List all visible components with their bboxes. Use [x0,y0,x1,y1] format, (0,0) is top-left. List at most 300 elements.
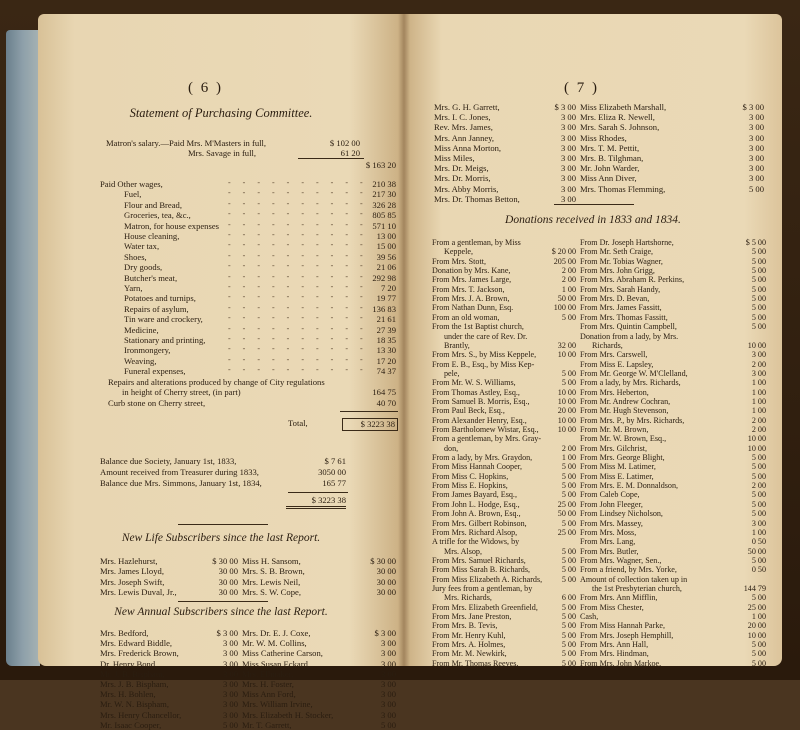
donation-name: From Mr. Tobias Wagner, [580,256,663,266]
annual-subscriber-name: Dr. Henry Bond, [100,658,158,669]
annual-subscriber-name: Mrs. Dr. Morris, [434,173,491,184]
donation-amount: 10 00 [747,443,766,453]
donation-amount: 0 50 [751,565,766,575]
donation-amount: 5 00 [751,294,766,304]
expense-label: Shoes, [124,251,147,262]
annual-subscriber-name: Mrs. Bedford, [100,628,149,638]
donation-amount: 0 50 [751,537,766,547]
leader-dots: - - - - - - - - - - [228,219,368,229]
leader-dots: - - - - - - - - - - [228,365,368,375]
donation-name: From Miss C. Hopkins, [432,471,509,481]
donation-amount: 2 00 [751,425,766,434]
donation-name: Donation by Mrs. Kane, [432,266,511,276]
annual-subscriber-amount: 5 00 [380,719,396,730]
donation-name: From Paul Beck, Esq., [432,406,505,416]
book-cover-edge [6,30,40,666]
annual-subscriber-amount: 3 00 [222,638,238,649]
annual-subscriber-name: Mrs. Dr. Meigs, [434,163,489,174]
donation-amount: 10 00 [557,387,576,397]
life-subscriber-amount: 30 00 [376,587,396,598]
expense-amount: 7 20 [380,283,396,293]
annual-subscriber-amount: 3 00 [748,122,764,133]
donation-amount: 5 00 [561,574,576,584]
leader-dots: - - - - - - - - - - [228,261,368,271]
leader-dots: - - - - - - - - - - [228,240,368,250]
donation-amount: 10 00 [557,415,576,425]
expense-amount: 27 39 [376,324,396,335]
donation-amount: 10 00 [557,350,576,360]
donation-amount: 5 00 [751,658,766,668]
donation-amount: 3 00 [751,368,766,378]
expense-label: Tin ware and crockery, [124,314,203,325]
matron-amount-1: $ 102 00 [329,138,360,148]
annual-subscriber-name: Mrs. Sarah S. Johnson, [580,122,660,133]
life-subscriber-name: Mrs. Hazlehurst, [100,556,158,566]
donation-amount: 1 00 [561,453,576,463]
donation-name: From Mr. Seth Craige, [580,247,654,257]
donation-name: From Mrs. Abraham R. Perkins, [580,275,685,285]
leader-dots: - - - - - - - - - - [228,334,368,343]
annual-subscriber-name: Miss Catherine Carson, [242,648,323,659]
donation-amount: 5 00 [751,275,766,285]
page-number-left: ( 6 ) [188,80,223,96]
donation-amount: 5 00 [751,555,766,565]
donation-amount: 5 00 [561,518,576,528]
donation-name: don, [444,443,459,453]
balance-label: Balance due Society, January 1st, 1833, [100,456,237,466]
donation-amount: 32 00 [557,340,576,350]
annual-subscriber-amount: 3 00 [222,689,238,700]
right-page [404,14,782,666]
expense-amount: 13 30 [376,345,396,356]
life-subscribers-title: New Life Subscribers since the last Report. [121,532,321,544]
balance-amount: 3050 00 [318,467,346,477]
donation-name: From Mrs. J. A. Brown, [432,294,510,304]
donation-amount: 20 00 [747,621,766,631]
donation-amount: 20 00 [557,406,576,416]
expense-label: Dry goods, [124,262,163,273]
annual-subscriber-name: Miss Rhodes, [580,132,627,143]
annual-subscriber-name: Mrs. Eliza R. Newell, [580,112,655,123]
annual-subscriber-amount: 3 00 [560,153,576,163]
donation-amount: 3 00 [751,350,766,360]
annual-subscriber-name: Mrs. H. Bohlen, [100,689,156,700]
repairs-amount: 164 75 [372,387,396,397]
donation-name: From a friend, by Mrs. Yorke, [580,565,677,575]
expense-amount: 17 20 [376,355,396,366]
annual-subscriber-name: Miss Elizabeth Marshall, [580,102,667,112]
annual-subscriber-amount: 5 00 [222,719,238,730]
annual-subscriber-name: Miss Ann Diver, [580,173,637,184]
section-divider-3 [554,204,634,205]
annual-subscriber-amount: 3 00 [748,112,764,123]
annual-subscriber-amount: 3 00 [560,173,576,184]
annual-subscriber-name: Mrs. B. Tilghman, [580,153,644,163]
annual-subscriber-name: Miss Anna Morton, [434,142,502,153]
donation-name: From Mr. Thomas Reeves, [432,658,519,668]
annual-subscriber-amount: $ 3 00 [374,628,396,638]
annual-subscriber-amount: 3 00 [748,153,764,163]
donation-amount: 205 00 [553,256,576,266]
donation-name: From Bartholomew Wistar, Esq., [432,425,539,434]
expense-label: Matron, for house expenses [124,220,219,231]
annual-subscriber-amount: $ 3 00 [216,628,238,638]
leader-dots: - - - - - - - - - - [228,188,368,198]
expense-label: Paid Other wages, [100,179,163,189]
expense-amount: 292 98 [372,272,396,283]
donation-amount: 5 00 [751,471,766,481]
donation-name: From Mrs. Sarah Handy, [580,284,661,294]
donation-name: From Mr. Hugh Stevenson, [580,406,669,416]
expense-label: Potatoes and turnips, [124,293,196,304]
expense-amount: 805 85 [372,210,396,221]
donation-amount: 10 00 [747,630,766,640]
annual-subscriber-name: Mrs. Henry Chancellor, [100,709,182,720]
donation-amount: 5 00 [561,640,576,650]
annual-subscriber-amount: 3 00 [380,658,396,669]
repairs-line-2: in height of Cherry street, (in part) [122,387,241,397]
matron-total: $ 163 20 [365,160,396,170]
donation-name: From Miss Hannah Cooper, [432,462,523,472]
annual-subscriber-amount: 3 00 [222,679,238,689]
donation-amount: 5 00 [561,368,576,378]
curb-label: Curb stone on Cherry street, [108,398,206,408]
donation-amount: 2 00 [561,443,576,453]
life-subscriber-amount: 30 00 [218,587,238,598]
donation-name: From Mrs. Richard Alsop, [432,527,518,537]
donation-name: From Miss Chester, [580,602,644,612]
donation-amount: 3 00 [751,518,766,528]
donation-amount: 10 00 [557,396,576,406]
life-subscriber-name: Mrs. Lewis Duval, Jr., [100,587,177,598]
leader-dots: - - - - - - - - - - [228,282,368,291]
donation-amount: 5 00 [561,490,576,500]
donation-amount: 2 00 [751,481,766,491]
life-subscriber-amount: 30 00 [376,566,396,577]
total-amount: $ 3223 38 [342,418,398,431]
expense-amount: 136 83 [372,303,396,314]
donation-name: Mrs. Richards, [444,593,492,603]
annual-subscriber-name: Mrs. T. M. Pettit, [580,142,640,153]
donation-amount: 5 00 [561,378,576,388]
annual-subscriber-name: Mr. W. M. Collins, [242,638,307,649]
donation-name: From Mrs. Ann Mifflin, [580,593,658,603]
donation-name: From Mrs. Thomas Fassitt, [580,312,668,322]
donation-name: From Mrs. T. Jackson, [432,284,505,294]
annual-subscriber-name: Mrs. Dr. E. J. Coxe, [242,628,311,638]
donation-amount: 5 00 [561,555,576,565]
annual-subscriber-name: Mrs. Ann Janney, [434,132,495,143]
donation-name: From the 1st Baptist church, [432,322,524,332]
leader-dots: - - - - - - - - - - [228,354,368,364]
annual-subscriber-name: Mrs. Ellmaker, [242,668,294,679]
annual-subscriber-name: Mr. W. N. Bispham, [100,699,169,710]
donation-name: Mrs. Alsop, [444,546,483,556]
leader-dots: - - - - - - - - - - [228,313,368,323]
donation-amount: 5 00 [751,322,766,332]
repairs-line-1: Repairs and alterations produced by change of City regulations [108,377,325,387]
donation-name: From Mrs. Gilbert Robinson, [432,518,527,528]
annual-subscriber-name: Mr. Isaac Cooper, [100,719,162,730]
total-rule [340,411,398,412]
book-spine [398,14,410,666]
donation-amount: 50 00 [557,509,576,519]
donation-name: From Mrs. P., by Mrs. Richards, [580,415,685,425]
expense-label: Medicine, [124,324,159,335]
donation-name: From Thomas Astley, Esq., [432,387,520,397]
expense-label: Groceries, tea, &c., [124,210,191,221]
donation-name: From Mrs. Wagner, Sen., [580,555,662,565]
expense-label: Funeral expenses, [124,366,186,377]
donation-amount: 5 00 [751,453,766,463]
expense-label: Butcher's meat, [124,272,178,283]
donation-name: From Mrs. E. M. Donnaldson, [580,481,679,491]
donation-name: Brantly, [444,340,470,350]
donation-name: From Alexander Henry, Esq., [432,415,527,425]
donation-amount: 10 00 [557,425,576,434]
leader-dots: - - - - - - - - - - [228,344,368,354]
annual-subscriber-name: Mrs. Edward Biddle, [100,638,173,649]
donation-name: From Mr. Andrew Cochran, [580,396,671,406]
donation-amount: 6 00 [561,593,576,603]
purchasing-committee-title: Statement of Purchasing Committee. [129,106,313,120]
expense-amount: 326 28 [372,199,396,210]
annual-subscriber-amount: 5 00 [748,183,764,194]
annual-subscriber-amount: 3 00 [380,638,396,649]
balance-amount: 165 77 [322,478,346,488]
donation-name: From Mrs. Gilchrist, [580,443,647,453]
life-subscriber-amount: 30 00 [218,576,238,587]
donation-name: From Mrs. Stott, [432,256,486,266]
donation-name: From Mrs. Heberton, [580,387,649,397]
donation-amount: 5 00 [751,256,766,266]
annual-subscriber-amount: 3 00 [560,142,576,153]
donation-name: From Mrs. Hindman, [580,649,649,659]
donation-name: From Lindsey Nicholson, [580,509,663,519]
annual-subscriber-amount: 3 00 [222,668,238,679]
donation-name: From a lady, by Mrs. Graydon, [432,453,533,463]
donation-name: From a lady, by Mrs. Richards, [580,378,681,388]
annual-subscriber-amount: 3 00 [380,668,396,679]
donation-amount: 50 00 [557,294,576,304]
donation-name: From Mrs. Elizabeth Greenfield, [432,602,538,612]
annual-subscriber-amount: 3 00 [560,112,576,123]
donation-name: From Miss Hannah Parke, [580,621,665,631]
donation-name: Amount of collection taken up in [580,574,688,584]
donation-name: From Mr. W. S. Williams, [432,378,516,388]
donation-amount: 5 00 [561,471,576,481]
donation-amount: 1 00 [751,387,766,397]
donation-name: From James Bayard, Esq., [432,490,517,500]
donation-amount: 1 00 [561,284,576,294]
annual-subscriber-amount: 3 00 [748,173,764,184]
curb-amount: 40 70 [376,398,396,408]
leader-dots: - - - - - - - - - - [228,250,368,260]
annual-subscriber-amount: 3 00 [380,699,396,710]
donation-name: From Mrs. James Fassitt, [580,303,662,313]
life-subscriber-name: Miss H. Sansom, [242,556,301,566]
section-divider-1 [178,524,268,525]
left-page [38,14,404,730]
life-subscriber-name: Mrs. S. B. Brown, [242,566,305,577]
annual-subscriber-amount: 3 00 [380,709,396,720]
donation-amount: 5 00 [561,462,576,472]
donation-amount: 10 00 [747,434,766,444]
donation-name: the 1st Presbyterian church, [592,583,682,593]
donation-amount: 2 00 [561,266,576,276]
annual-subscriber-amount: 3 00 [748,163,764,174]
donation-name: From Miss Elizabeth A. Richards, [432,574,543,584]
annual-subscriber-name: Mrs. Elizabeth H. Stocker, [242,709,334,720]
expense-label: Fuel, [124,189,142,200]
leader-dots: - - - - - - - - - - [228,271,368,281]
expense-amount: 15 00 [376,241,396,252]
annual-subscriber-amount: 3 00 [380,648,396,659]
life-subscriber-name: Mrs. James Lloyd, [100,566,164,577]
annual-subscriber-name: Mrs. Thomas Flemming, [580,183,666,194]
donation-name: From Dr. Joseph Hartshorne, [580,238,674,247]
leader-dots: - - - - - - - - - - [228,230,368,239]
donation-name: From Mr. George W. M'Clelland, [580,368,688,378]
donation-amount: 1 00 [751,396,766,406]
total-label: Total, [288,418,308,428]
donation-amount: $ 5 00 [745,238,766,247]
donation-amount: 10 00 [747,340,766,350]
donation-name: From Mrs. John Markoe, [580,658,662,668]
donation-name: From E. B., Esq., by Miss Kep- [432,359,535,369]
donation-amount: 5 00 [751,649,766,659]
annual-subscriber-name: Miss Susan Eckard, [242,658,311,669]
expense-label: Ironmongery, [124,345,171,356]
annual-subscriber-name: Mr. T. Garrett, [242,719,292,730]
donation-name: From a gentleman, by Miss [432,238,521,247]
donation-name: From an old woman, [432,312,500,322]
donation-amount: 144 79 [743,583,766,593]
annual-subscriber-name: Mrs. Abby Morris, [434,183,499,194]
annual-subscriber-name: Mrs. Dr. Thomas Betton, [434,193,520,204]
donation-amount: 50 00 [747,546,766,556]
leader-dots: - - - - - - - - - - [228,323,368,333]
donation-amount: 1 00 [751,527,766,537]
donation-amount: 1 00 [751,378,766,388]
annual-subscriber-amount: 3 00 [222,648,238,659]
donation-amount: 5 00 [751,462,766,472]
annual-subscriber-amount: 3 00 [748,132,764,143]
annual-subscriber-name: Mr. John Warder, [580,163,640,174]
donation-name: From Mr. Henry Kuhl, [432,630,506,640]
donation-name: pele, [444,368,460,378]
donation-name: From Mrs. Joseph Hemphill, [580,630,674,640]
donation-amount: 5 00 [561,546,576,556]
annual-subscriber-name: Mrs. J. B. Bispham, [100,679,169,689]
annual-subscriber-amount: 3 00 [380,679,396,689]
donation-name: From Mrs. S., by Miss Keppele, [432,350,537,360]
annual-subscriber-name: Mrs. G. H. Garrett, [434,102,500,112]
expense-label: Repairs of asylum, [124,303,189,314]
donation-amount: 2 00 [561,275,576,285]
donation-name: From Mrs. Carswell, [580,350,648,360]
donation-name: From Mrs. Samuel Richards, [432,555,526,565]
leader-dots: - - - - - - - - - - [228,292,368,302]
donation-name: Cash, [580,612,599,621]
expense-label: House cleaning, [124,231,180,241]
expense-amount: 21 61 [376,314,396,325]
donation-amount: 5 00 [561,481,576,491]
annual-subscriber-name: Mr. J. B. Bispham, [100,668,165,679]
donation-name: From Mrs. Jane Preston, [432,612,512,621]
annual-subscriber-amount: 3 00 [560,163,576,174]
annual-subscriber-name: Rev. Mrs. James, [434,122,493,133]
donation-amount: 25 00 [747,602,766,612]
donation-amount: 5 00 [751,640,766,650]
donation-name: From Mrs. B. Tevis, [432,621,498,631]
donation-name: Richards, [592,340,623,350]
donation-name: From Mrs. D. Bevan, [580,294,650,304]
annual-subscriber-amount: 3 00 [748,142,764,153]
donation-name: From John Fleeger, [580,499,643,509]
donation-name: Donation from a lady, by Mrs. [580,331,679,341]
donation-name: under the care of Rev. Dr. [444,331,528,341]
donation-name: From Mrs. Ann Hall, [580,640,649,650]
life-subscriber-amount: 30 00 [218,566,238,577]
donation-name: From Miss E. Lapsley, [580,359,654,369]
expense-label: Flour and Bread, [124,199,182,210]
donation-amount: 5 00 [561,612,576,621]
donation-name: From Mrs. Lang, [580,537,636,547]
donation-amount: 5 00 [751,499,766,509]
donation-name: From Miss E. Latimer, [580,471,654,481]
annual-subscriber-name: Mrs. I. C. Jones, [434,112,491,123]
leader-dots: - - - - - - - - - - [228,302,368,312]
annual-subscriber-amount: 3 00 [222,709,238,720]
donation-name: From Caleb Cope, [580,490,640,500]
matron-amount-2: 61 20 [340,148,360,158]
expense-amount: 19 77 [376,293,396,304]
expense-label: Water tax, [124,241,160,252]
annual-subscriber-amount: 3 00 [560,193,576,204]
leader-dots: - - - - - - - - - - [228,178,368,187]
annual-subscriber-amount: $ 3 00 [742,102,764,112]
annual-subscriber-name: Mrs. William Irvine, [242,699,313,710]
donation-amount: 5 00 [751,490,766,500]
annual-subscriber-name: Miss Ann Ford, [242,689,296,700]
donation-amount: 5 00 [561,602,576,612]
donation-amount: 100 00 [553,303,576,313]
donation-name: From Mr. W. Brown, Esq., [580,434,667,444]
annual-subscriber-amount: 3 00 [222,658,238,669]
donation-name: From Mr. M. Newkirk, [432,649,507,659]
donations-title: Donations received in 1833 and 1834. [505,214,681,226]
donation-name: From Samuel B. Morris, Esq., [432,396,530,406]
donation-name: From Mr. M. Brown, [580,425,649,434]
expense-label: Weaving, [124,355,157,366]
donation-name: From Mrs. Butler, [580,546,639,556]
life-subscriber-name: Mrs. S. W. Cope, [242,587,301,598]
life-subscriber-name: Mrs. Joseph Swift, [100,576,165,587]
annual-subscriber-amount: 3 00 [380,689,396,700]
donation-name: Jury fees from a gentleman, by [432,583,533,593]
expense-amount: 571 10 [372,220,396,231]
expense-label: Stationary and printing, [124,335,206,345]
expense-amount: 39 56 [376,251,396,262]
donation-name: From Mrs. Massey, [580,518,643,528]
donation-amount: 1 00 [751,612,766,621]
donation-amount: 5 00 [751,303,766,313]
expense-label: Yarn, [124,283,143,293]
balance-label: Balance due Mrs. Simmons, January 1st, 1834, [100,478,262,488]
donation-amount: 5 00 [751,247,766,257]
annual-subscriber-amount: 3 00 [560,132,576,143]
